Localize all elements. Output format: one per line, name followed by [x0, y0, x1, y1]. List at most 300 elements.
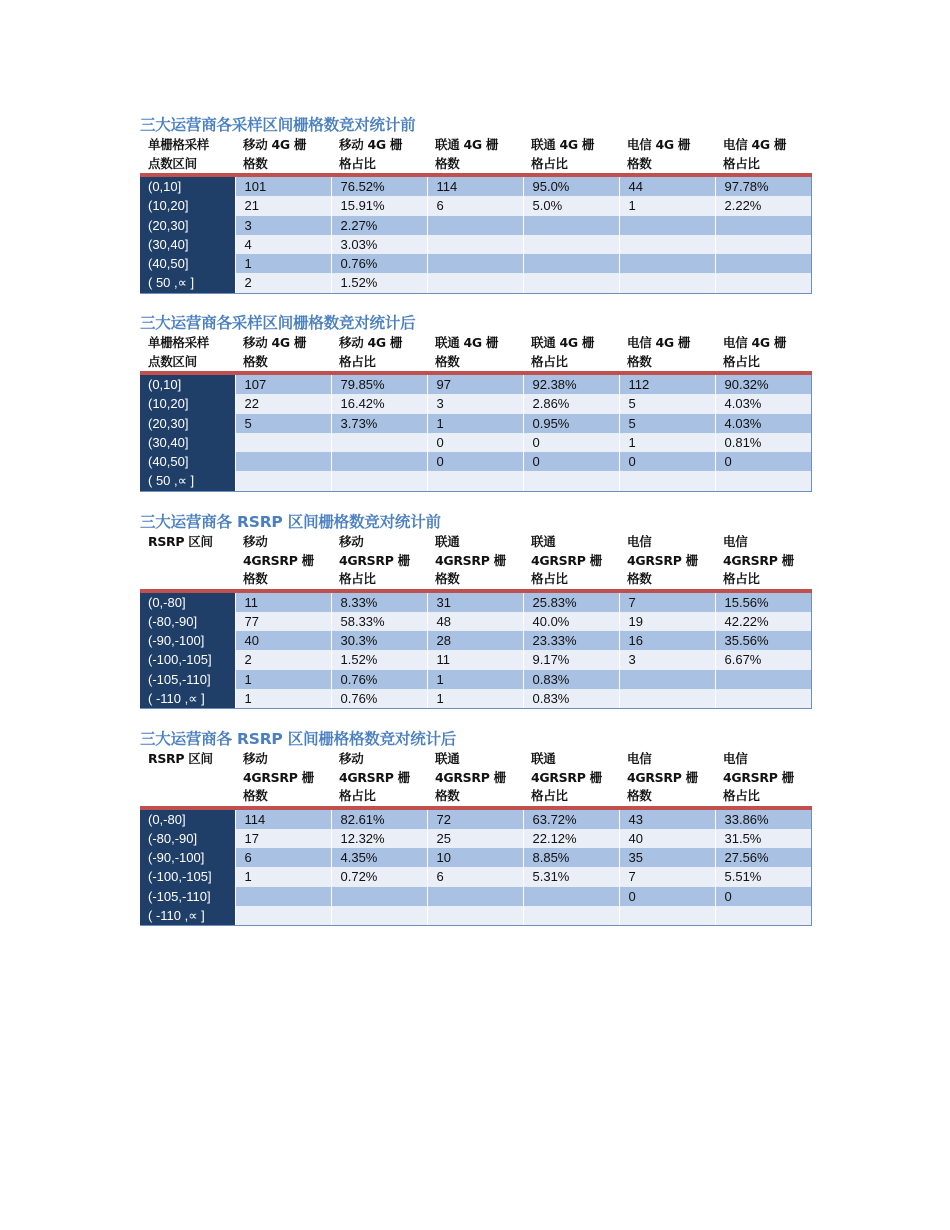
table-row — [140, 254, 811, 273]
table-row — [140, 906, 811, 926]
row-header-cell: (10,20] — [140, 196, 235, 215]
row-header-cell: (30,40] — [140, 235, 235, 254]
row-header-cell: (-100,-105] — [140, 650, 235, 669]
row-header-cell: (0,10] — [140, 175, 235, 196]
table-cell: 15.56% — [715, 591, 811, 612]
column-header-line: 电信 4G 栅 — [723, 335, 787, 350]
table-row — [140, 216, 811, 235]
table-cell: 33.86% — [715, 808, 811, 829]
column-header-line: 格占比 — [339, 788, 376, 803]
table-cell: 9.17% — [523, 650, 619, 669]
column-header-line: 4GRSRP 栅 — [243, 552, 314, 568]
table-cell — [523, 906, 619, 926]
table-cell: 21 — [235, 196, 331, 215]
column-header-line: 格数 — [243, 788, 268, 803]
table-cell: 92.38% — [523, 373, 619, 394]
column-header-line: 格占比 — [723, 353, 760, 369]
table-row — [140, 689, 811, 709]
column-header-line: 格数 — [627, 353, 652, 369]
table-cell: 4.35% — [331, 848, 427, 867]
table-cell: 6.67% — [715, 650, 811, 669]
table-cell: 3 — [427, 394, 523, 413]
column-header-line: 格数 — [627, 571, 652, 586]
column-header — [235, 136, 331, 175]
table-cell: 0 — [619, 452, 715, 471]
table-cell — [619, 273, 715, 293]
table-cell — [715, 689, 811, 709]
table-cell: 22.12% — [523, 829, 619, 848]
column-header-line: 电信 4G 栅 — [627, 137, 691, 152]
table-cell — [715, 235, 811, 254]
table-cell — [715, 670, 811, 689]
column-header-line: 4GRSRP 栅 — [531, 552, 602, 568]
table-cell — [523, 887, 619, 906]
stats-table — [140, 750, 812, 926]
table-cell: 8.33% — [331, 591, 427, 612]
column-header-line: 联通 — [435, 534, 460, 549]
row-header-cell: (0,-80] — [140, 808, 235, 829]
column-header — [427, 136, 523, 175]
table-cell: 95.0% — [523, 175, 619, 196]
table-title: 三大运营商各 RSRP 区间栅格格数竞对统计后 — [140, 730, 457, 748]
table-cell: 0 — [523, 452, 619, 471]
table-cell: 3.03% — [331, 235, 427, 254]
table-cell: 97 — [427, 373, 523, 394]
table-cell: 1 — [427, 414, 523, 433]
column-header-line: 4GRSRP 栅 — [339, 552, 410, 568]
column-header — [331, 136, 427, 175]
column-header-line: 点数区间 — [148, 353, 197, 369]
column-header-line: 联通 4G 栅 — [435, 335, 499, 350]
table-cell — [523, 471, 619, 491]
table-cell — [235, 433, 331, 452]
table-row — [140, 848, 811, 867]
table-cell: 5.51% — [715, 867, 811, 886]
table-cell: 6 — [235, 848, 331, 867]
table-cell: 63.72% — [523, 808, 619, 829]
column-header-line: 移动 — [339, 751, 364, 766]
table-cell: 1 — [235, 689, 331, 709]
column-header-line: 4GRSRP 栅 — [435, 552, 506, 568]
column-header — [427, 334, 523, 373]
table-cell: 1 — [619, 196, 715, 215]
table-cell — [235, 906, 331, 926]
table-cell: 30.3% — [331, 631, 427, 650]
column-header-line: 移动 4G 栅 — [339, 137, 403, 152]
table-row — [140, 867, 811, 886]
stats-table-section-4 — [140, 729, 811, 926]
table-cell: 114 — [235, 808, 331, 829]
column-header — [140, 334, 235, 373]
table-cell: 0 — [715, 452, 811, 471]
table-cell: 101 — [235, 175, 331, 196]
column-header-line: 移动 — [339, 534, 364, 549]
table-cell: 2 — [235, 650, 331, 669]
table-cell — [523, 254, 619, 273]
column-header-line: 电信 — [627, 751, 652, 766]
table-cell — [427, 471, 523, 491]
column-header-line: 移动 — [243, 534, 268, 549]
column-header-line: 电信 4G 栅 — [723, 137, 787, 152]
column-header-line: 4GRSRP 栅 — [435, 769, 506, 785]
table-cell: 3 — [619, 650, 715, 669]
column-header-line: 单栅格采样 — [148, 335, 210, 350]
row-header-cell: (-105,-110] — [140, 670, 235, 689]
column-header-line: 格占比 — [339, 155, 376, 171]
column-header-line: 格占比 — [339, 353, 376, 369]
column-header-line: 4GRSRP 栅 — [243, 769, 314, 785]
row-header-cell: (0,10] — [140, 373, 235, 394]
table-cell: 3.73% — [331, 414, 427, 433]
table-cell: 0.83% — [523, 689, 619, 709]
column-header-line: 电信 — [723, 534, 748, 549]
column-header-line: 电信 — [627, 534, 652, 549]
table-cell: 17 — [235, 829, 331, 848]
row-header-cell: (-80,-90] — [140, 612, 235, 631]
table-cell — [619, 689, 715, 709]
row-header-cell: (30,40] — [140, 433, 235, 452]
column-header-line: 4GRSRP 栅 — [723, 552, 794, 568]
table-cell: 25.83% — [523, 591, 619, 612]
table-row — [140, 373, 811, 394]
column-header — [715, 533, 811, 591]
column-header — [140, 136, 235, 175]
column-header — [427, 533, 523, 591]
stats-table-section-1 — [140, 115, 811, 294]
table-cell: 40 — [619, 829, 715, 848]
row-header-cell: (0,-80] — [140, 591, 235, 612]
column-header-line: 联通 — [531, 534, 556, 549]
table-cell — [523, 235, 619, 254]
column-header-line: 格占比 — [723, 571, 760, 586]
table-cell: 5 — [619, 394, 715, 413]
column-header-line: 联通 — [531, 751, 556, 766]
table-cell: 1 — [427, 689, 523, 709]
table-row — [140, 887, 811, 906]
column-header-line: 格数 — [435, 788, 460, 803]
column-header-line: 格数 — [627, 788, 652, 803]
table-row — [140, 612, 811, 631]
row-header-cell: (-105,-110] — [140, 887, 235, 906]
table-cell: 27.56% — [715, 848, 811, 867]
column-header-line: 格数 — [435, 353, 460, 369]
row-header-cell: ( 50 ,∝ ] — [140, 471, 235, 491]
table-cell: 23.33% — [523, 631, 619, 650]
table-row — [140, 471, 811, 491]
table-cell: 3 — [235, 216, 331, 235]
column-header-line: 联通 4G 栅 — [531, 137, 595, 152]
table-cell: 0 — [427, 452, 523, 471]
table-row — [140, 433, 811, 452]
stats-table-section-2 — [140, 313, 811, 492]
table-cell: 1 — [619, 433, 715, 452]
table-cell: 1 — [235, 670, 331, 689]
table-row — [140, 591, 811, 612]
stats-table — [140, 136, 812, 294]
table-cell: 2.86% — [523, 394, 619, 413]
table-cell — [619, 235, 715, 254]
column-header-line: 4GRSRP 栅 — [339, 769, 410, 785]
table-cell — [523, 273, 619, 293]
column-header-line: 格占比 — [723, 788, 760, 803]
table-cell — [331, 452, 427, 471]
table-cell: 82.61% — [331, 808, 427, 829]
table-cell — [235, 887, 331, 906]
column-header-line: 移动 — [243, 751, 268, 766]
table-cell — [331, 471, 427, 491]
table-cell: 48 — [427, 612, 523, 631]
table-cell: 2.22% — [715, 196, 811, 215]
column-header-line: 4GRSRP 栅 — [627, 769, 698, 785]
column-header-line: 移动 4G 栅 — [339, 335, 403, 350]
column-header-line: 移动 4G 栅 — [243, 335, 307, 350]
stats-table-section-3 — [140, 512, 811, 709]
table-row — [140, 196, 811, 215]
table-cell: 1 — [427, 670, 523, 689]
row-header-cell: ( -110 ,∝ ] — [140, 689, 235, 709]
table-cell: 0 — [427, 433, 523, 452]
table-cell — [619, 471, 715, 491]
table-cell: 0.81% — [715, 433, 811, 452]
table-cell: 0.72% — [331, 867, 427, 886]
column-header — [235, 750, 331, 808]
row-header-cell: (-100,-105] — [140, 867, 235, 886]
table-row — [140, 394, 811, 413]
table-cell: 40 — [235, 631, 331, 650]
table-cell — [427, 216, 523, 235]
table-cell: 40.0% — [523, 612, 619, 631]
table-cell: 22 — [235, 394, 331, 413]
column-header-line: 联通 4G 栅 — [531, 335, 595, 350]
table-cell: 0.76% — [331, 689, 427, 709]
column-header-line: 格占比 — [531, 571, 568, 586]
column-header — [140, 750, 235, 808]
column-header-line: 联通 — [435, 751, 460, 766]
table-cell: 11 — [235, 591, 331, 612]
table-cell — [715, 273, 811, 293]
table-cell: 31 — [427, 591, 523, 612]
row-header-cell: (-80,-90] — [140, 829, 235, 848]
row-header-cell: (40,50] — [140, 254, 235, 273]
column-header — [619, 533, 715, 591]
table-cell: 112 — [619, 373, 715, 394]
table-cell: 5.31% — [523, 867, 619, 886]
table-row — [140, 452, 811, 471]
column-header — [619, 334, 715, 373]
stats-table — [140, 334, 812, 492]
table-cell — [619, 906, 715, 926]
column-header — [715, 334, 811, 373]
table-cell — [235, 471, 331, 491]
table-cell — [427, 254, 523, 273]
table-cell: 79.85% — [331, 373, 427, 394]
column-header-line: RSRP 区间 — [148, 534, 213, 549]
table-cell — [331, 433, 427, 452]
column-header — [523, 136, 619, 175]
column-header-line: 4GRSRP 栅 — [627, 552, 698, 568]
table-cell — [715, 216, 811, 235]
row-header-cell: (10,20] — [140, 394, 235, 413]
table-cell: 19 — [619, 612, 715, 631]
table-cell: 0.76% — [331, 670, 427, 689]
table-cell: 12.32% — [331, 829, 427, 848]
row-header-cell: ( -110 ,∝ ] — [140, 906, 235, 926]
table-cell: 2.27% — [331, 216, 427, 235]
column-header — [331, 533, 427, 591]
row-header-cell: (20,30] — [140, 216, 235, 235]
table-cell: 4.03% — [715, 394, 811, 413]
table-row — [140, 235, 811, 254]
table-row — [140, 273, 811, 293]
table-cell — [331, 906, 427, 926]
header-row — [140, 136, 811, 175]
column-header-line: 格数 — [435, 155, 460, 171]
table-cell: 1.52% — [331, 650, 427, 669]
column-header-line: 移动 4G 栅 — [243, 137, 307, 152]
table-cell — [331, 887, 427, 906]
table-cell: 5.0% — [523, 196, 619, 215]
table-row — [140, 650, 811, 669]
column-header — [140, 533, 235, 591]
column-header-line: 电信 — [723, 751, 748, 766]
column-header-line: 格数 — [435, 571, 460, 586]
table-row — [140, 670, 811, 689]
table-cell: 4.03% — [715, 414, 811, 433]
table-cell: 77 — [235, 612, 331, 631]
row-header-cell: (40,50] — [140, 452, 235, 471]
table-cell: 28 — [427, 631, 523, 650]
table-cell: 11 — [427, 650, 523, 669]
table-row — [140, 829, 811, 848]
header-row — [140, 750, 811, 808]
row-header-cell: ( 50 ,∝ ] — [140, 273, 235, 293]
column-header — [427, 750, 523, 808]
table-cell — [427, 906, 523, 926]
table-cell: 7 — [619, 867, 715, 886]
column-header-line: 电信 4G 栅 — [627, 335, 691, 350]
column-header — [715, 750, 811, 808]
column-header-line: 联通 4G 栅 — [435, 137, 499, 152]
table-cell — [427, 273, 523, 293]
table-cell: 42.22% — [715, 612, 811, 631]
column-header — [523, 750, 619, 808]
column-header — [235, 334, 331, 373]
column-header-line: RSRP 区间 — [148, 751, 213, 766]
table-title: 三大运营商各 RSRP 区间栅格数竞对统计前 — [140, 513, 441, 531]
table-cell — [715, 906, 811, 926]
table-cell: 97.78% — [715, 175, 811, 196]
column-header-line: 格占比 — [531, 788, 568, 803]
column-header-line: 单栅格采样 — [148, 137, 210, 152]
table-cell: 10 — [427, 848, 523, 867]
table-cell: 1.52% — [331, 273, 427, 293]
table-cell: 0 — [523, 433, 619, 452]
table-cell: 6 — [427, 867, 523, 886]
table-cell — [235, 452, 331, 471]
table-cell: 90.32% — [715, 373, 811, 394]
column-header-line: 点数区间 — [148, 155, 197, 171]
column-header-line: 4GRSRP 栅 — [723, 769, 794, 785]
row-header-cell: (-90,-100] — [140, 848, 235, 867]
table-cell: 5 — [235, 414, 331, 433]
header-row — [140, 334, 811, 373]
column-header — [523, 533, 619, 591]
table-cell: 16 — [619, 631, 715, 650]
column-header — [331, 334, 427, 373]
column-header-line: 格数 — [243, 353, 268, 369]
table-cell: 76.52% — [331, 175, 427, 196]
table-cell: 114 — [427, 175, 523, 196]
table-cell — [619, 216, 715, 235]
table-cell — [523, 216, 619, 235]
table-cell: 72 — [427, 808, 523, 829]
table-cell: 44 — [619, 175, 715, 196]
table-row — [140, 175, 811, 196]
table-cell: 25 — [427, 829, 523, 848]
table-cell: 35.56% — [715, 631, 811, 650]
column-header-line: 格占比 — [339, 571, 376, 586]
table-cell: 107 — [235, 373, 331, 394]
table-cell: 1 — [235, 867, 331, 886]
table-cell — [619, 670, 715, 689]
table-cell: 0 — [715, 887, 811, 906]
table-cell: 8.85% — [523, 848, 619, 867]
row-header-cell: (20,30] — [140, 414, 235, 433]
table-cell — [619, 254, 715, 273]
table-cell: 0 — [619, 887, 715, 906]
table-cell: 6 — [427, 196, 523, 215]
table-row — [140, 414, 811, 433]
table-cell: 1 — [235, 254, 331, 273]
column-header — [715, 136, 811, 175]
table-cell — [715, 471, 811, 491]
table-cell: 35 — [619, 848, 715, 867]
column-header — [523, 334, 619, 373]
table-title: 三大运营商各采样区间栅格数竞对统计前 — [140, 116, 416, 134]
column-header-line: 4GRSRP 栅 — [531, 769, 602, 785]
table-cell: 31.5% — [715, 829, 811, 848]
table-cell: 0.95% — [523, 414, 619, 433]
table-title: 三大运营商各采样区间栅格数竞对统计后 — [140, 314, 416, 332]
column-header-line: 格数 — [243, 155, 268, 171]
row-header-cell: (-90,-100] — [140, 631, 235, 650]
table-cell — [427, 235, 523, 254]
table-cell: 5 — [619, 414, 715, 433]
table-cell — [427, 887, 523, 906]
table-row — [140, 631, 811, 650]
table-cell: 58.33% — [331, 612, 427, 631]
table-cell: 0.76% — [331, 254, 427, 273]
column-header-line: 格占比 — [723, 155, 760, 171]
column-header — [235, 533, 331, 591]
column-header — [331, 750, 427, 808]
column-header-line: 格数 — [627, 155, 652, 171]
table-row — [140, 808, 811, 829]
column-header-line: 格占比 — [531, 155, 568, 171]
stats-table — [140, 533, 812, 709]
table-cell: 2 — [235, 273, 331, 293]
header-row — [140, 533, 811, 591]
column-header-line: 格数 — [243, 571, 268, 586]
table-cell: 0.83% — [523, 670, 619, 689]
table-cell: 43 — [619, 808, 715, 829]
table-cell — [715, 254, 811, 273]
table-cell: 16.42% — [331, 394, 427, 413]
column-header — [619, 750, 715, 808]
column-header — [619, 136, 715, 175]
column-header-line: 格占比 — [531, 353, 568, 369]
table-cell: 7 — [619, 591, 715, 612]
